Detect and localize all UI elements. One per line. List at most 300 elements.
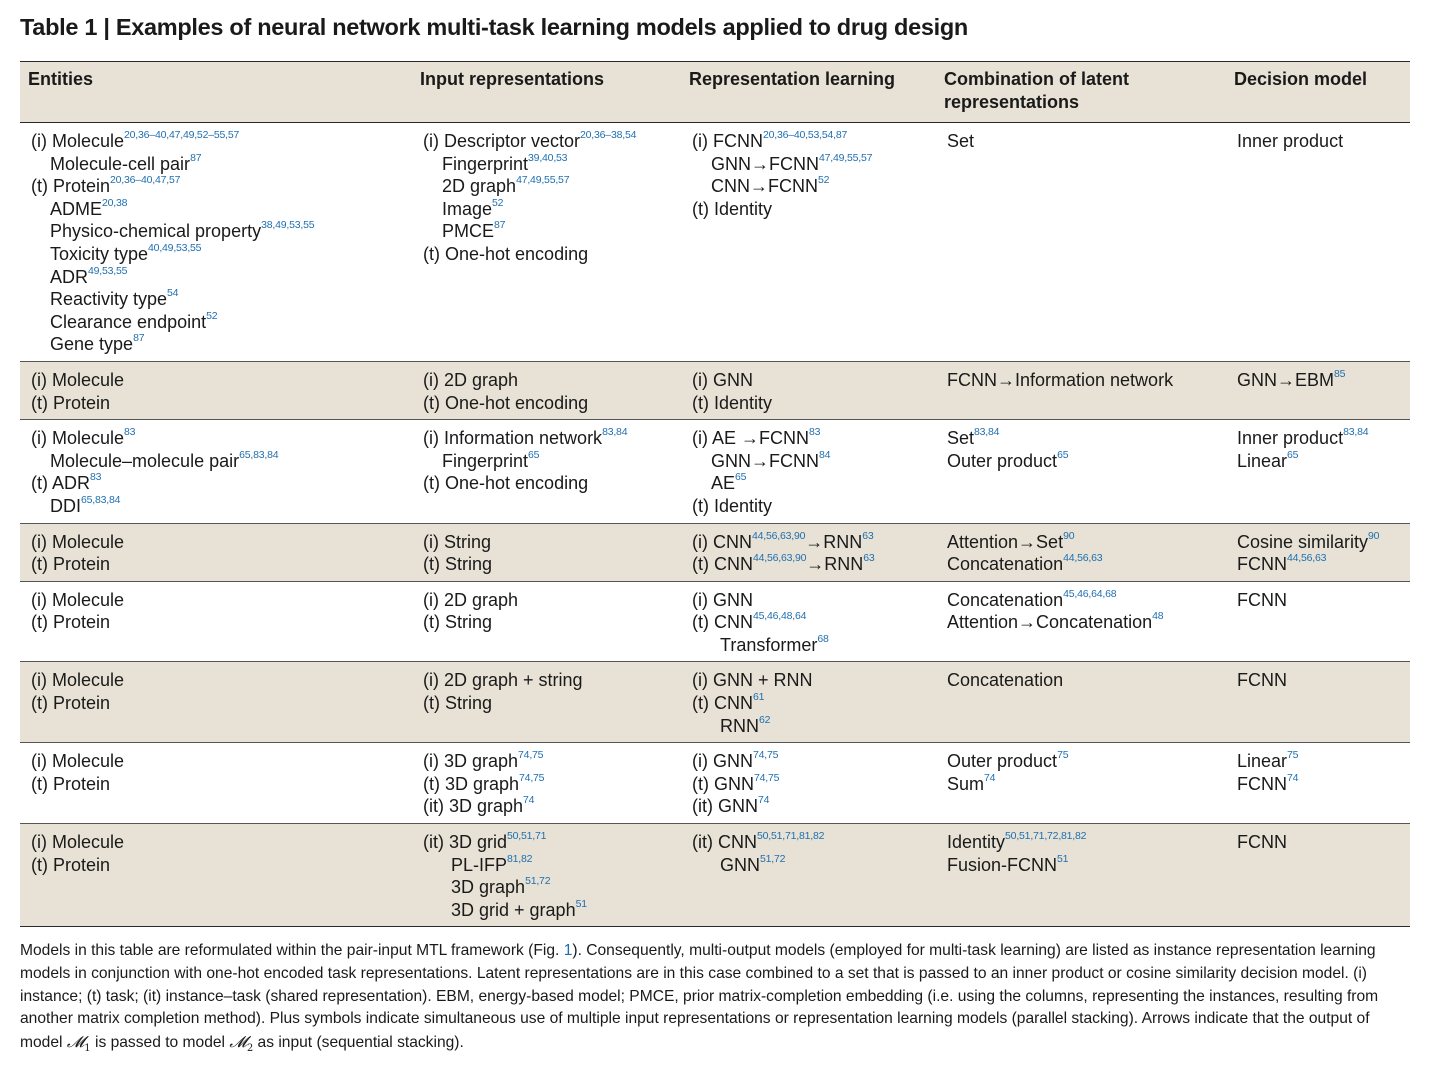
cell-line bbox=[31, 854, 401, 877]
line-text: Reactivity type bbox=[50, 289, 168, 310]
line-text: FCNN bbox=[1237, 773, 1287, 794]
cell-line bbox=[947, 427, 1215, 450]
cell-line bbox=[947, 369, 1215, 392]
reference-citation[interactable]: 65,83,84 bbox=[81, 493, 121, 506]
line-text: Cosine similarity bbox=[1237, 531, 1369, 552]
reference-citation[interactable]: 38,49,53,55 bbox=[261, 219, 315, 232]
line-text: (t) Protein bbox=[31, 176, 111, 197]
line-text: Transformer bbox=[720, 634, 818, 655]
line-text: (i) 2D graph + string bbox=[423, 670, 583, 691]
line-text: (t) Protein bbox=[31, 612, 111, 633]
cell-line bbox=[423, 854, 670, 877]
cell-line bbox=[947, 773, 1215, 796]
reference-citation[interactable]: 87 bbox=[494, 219, 506, 232]
reference-citation[interactable]: 74 bbox=[1287, 771, 1299, 784]
cell-combination bbox=[936, 662, 1226, 743]
cell-line bbox=[1237, 589, 1399, 612]
cell-line bbox=[947, 589, 1215, 612]
cell-line bbox=[423, 831, 670, 854]
reference-citation[interactable]: 20,36–40,47,57 bbox=[110, 174, 181, 187]
cell-line bbox=[692, 427, 925, 450]
line-text: GNN→FCNN bbox=[711, 153, 819, 174]
cell-line bbox=[31, 750, 401, 773]
reference-citation[interactable]: 51 bbox=[575, 897, 587, 910]
reference-citation[interactable]: 39,40,53 bbox=[528, 151, 568, 164]
line-text: GNN→FCNN bbox=[711, 450, 819, 471]
line-text: AE bbox=[711, 473, 736, 494]
cell-line bbox=[423, 899, 670, 922]
line-text: Molecule–molecule pair bbox=[50, 450, 240, 471]
cell-line bbox=[423, 198, 670, 221]
line-text: (t) ADR bbox=[31, 473, 91, 494]
reference-citation[interactable]: 65 bbox=[528, 448, 540, 461]
line-text: (t) One-hot encoding bbox=[423, 473, 589, 494]
header-input-representations: Input representations bbox=[412, 62, 681, 123]
cell-line bbox=[423, 369, 670, 392]
cell-decision bbox=[1226, 523, 1410, 581]
line-text: (i) CNN bbox=[692, 531, 752, 552]
cell-decision bbox=[1226, 743, 1410, 824]
cell-line bbox=[692, 750, 925, 773]
cell-line bbox=[692, 773, 925, 796]
cell-decision bbox=[1226, 123, 1410, 362]
line-text: Gene type bbox=[50, 334, 134, 355]
cell-line bbox=[31, 553, 401, 576]
cell-learning bbox=[681, 523, 936, 581]
line-text: →RNN bbox=[805, 531, 863, 552]
line-text: RNN bbox=[720, 715, 759, 736]
cell-line bbox=[31, 692, 401, 715]
line-text: Clearance endpoint bbox=[50, 311, 207, 332]
line-text: →RNN bbox=[806, 554, 864, 575]
cell-line bbox=[947, 531, 1215, 554]
table-row bbox=[20, 824, 1410, 927]
reference-citation[interactable]: 83,84 bbox=[974, 426, 1000, 439]
reference-citation[interactable]: 74,75 bbox=[753, 749, 779, 762]
cell-combination bbox=[936, 581, 1226, 662]
line-text: 2D graph bbox=[442, 176, 517, 197]
cell-line bbox=[692, 692, 925, 715]
cell-entities bbox=[20, 420, 412, 523]
header-combination: Combination of latent representations bbox=[936, 62, 1226, 123]
line-text: FCNN→Information network bbox=[947, 369, 1174, 390]
reference-citation[interactable]: 90 bbox=[1368, 529, 1380, 542]
header-entities: Entities bbox=[20, 62, 412, 123]
line-text: Identity bbox=[947, 832, 1006, 853]
line-text: (i) GNN bbox=[692, 751, 753, 772]
model-symbol-1: 𝓜$_1$ bbox=[66, 1033, 91, 1055]
cell-line bbox=[692, 450, 925, 473]
cell-line bbox=[692, 634, 925, 657]
reference-citation[interactable]: 83,84 bbox=[1343, 426, 1369, 439]
cell-line bbox=[692, 669, 925, 692]
cell-line bbox=[692, 715, 925, 738]
cell-line bbox=[423, 611, 670, 634]
line-text: Set bbox=[947, 131, 975, 151]
table-body bbox=[20, 123, 1410, 927]
cell-line bbox=[1237, 553, 1399, 576]
cell-line bbox=[1237, 773, 1399, 796]
line-text: (i) Molecule bbox=[31, 751, 125, 772]
cell-combination bbox=[936, 420, 1226, 523]
line-text: (it) 3D graph bbox=[423, 796, 524, 817]
line-text: (t) Identity bbox=[692, 198, 773, 219]
reference-citation[interactable]: 20,36–40,47,49,52–55,57 bbox=[124, 129, 240, 141]
cell-line bbox=[423, 243, 670, 266]
reference-citation[interactable]: 83 bbox=[124, 426, 136, 439]
line-text: (i) AE →FCNN bbox=[692, 428, 809, 449]
reference-citation[interactable]: 84 bbox=[819, 448, 831, 461]
cell-line bbox=[423, 750, 670, 773]
cell-combination bbox=[936, 361, 1226, 419]
cell-line bbox=[31, 427, 401, 450]
reference-citation[interactable]: 44,56,63,90 bbox=[752, 529, 806, 542]
table-footnote bbox=[20, 940, 1415, 1061]
line-text: (i) Molecule bbox=[31, 428, 125, 449]
line-text: (i) Molecule bbox=[31, 131, 125, 151]
cell-input bbox=[412, 523, 681, 581]
line-text: (i) Molecule bbox=[31, 832, 125, 853]
line-text: (t) One-hot encoding bbox=[423, 243, 589, 264]
cell-line bbox=[423, 450, 670, 473]
cell-entities bbox=[20, 361, 412, 419]
line-text: Concatenation bbox=[947, 589, 1064, 610]
cell-line bbox=[31, 333, 401, 356]
reference-citation[interactable]: 65 bbox=[1057, 448, 1069, 461]
line-text: (t) One-hot encoding bbox=[423, 392, 589, 413]
cell-line bbox=[423, 175, 670, 198]
cell-line bbox=[947, 450, 1215, 473]
line-text: GNN bbox=[720, 854, 760, 875]
line-text: ADME bbox=[50, 198, 103, 219]
model-symbol-2: 𝓜$_2$ bbox=[229, 1033, 254, 1055]
line-text: (it) CNN bbox=[692, 832, 757, 853]
cell-line bbox=[31, 369, 401, 392]
line-text: CNN→FCNN bbox=[711, 176, 818, 197]
reference-citation[interactable]: 65 bbox=[735, 471, 747, 484]
cell-input bbox=[412, 420, 681, 523]
line-text: 3D graph bbox=[451, 877, 526, 898]
cell-input bbox=[412, 824, 681, 927]
reference-citation[interactable]: 20,36–38,54 bbox=[580, 129, 637, 141]
cell-line bbox=[31, 472, 401, 495]
reference-citation[interactable]: 74,75 bbox=[518, 749, 544, 762]
cell-line bbox=[1237, 369, 1399, 392]
cell-line bbox=[423, 876, 670, 899]
header-decision-model: Decision model bbox=[1226, 62, 1410, 123]
reference-citation[interactable]: 51,72 bbox=[760, 852, 786, 865]
reference-citation[interactable]: 83 bbox=[809, 426, 821, 439]
cell-combination bbox=[936, 824, 1226, 927]
cell-line bbox=[423, 153, 670, 176]
reference-citation[interactable]: 49,53,55 bbox=[88, 264, 128, 277]
cell-combination bbox=[936, 743, 1226, 824]
line-text: ADR bbox=[50, 266, 89, 287]
cell-line bbox=[423, 531, 670, 554]
header-row bbox=[20, 62, 1410, 123]
reference-citation[interactable]: 48 bbox=[1152, 610, 1164, 623]
cell-line bbox=[692, 553, 925, 576]
cell-line bbox=[423, 427, 670, 450]
line-text: (it) 3D grid bbox=[423, 832, 508, 853]
cell-entities bbox=[20, 662, 412, 743]
line-text: (i) Molecule bbox=[31, 369, 125, 390]
line-text: Concatenation bbox=[947, 670, 1064, 691]
reference-citation[interactable]: 75 bbox=[1287, 749, 1299, 762]
cell-line bbox=[1237, 130, 1399, 153]
cell-learning bbox=[681, 361, 936, 419]
cell-line bbox=[1237, 669, 1399, 692]
cell-line bbox=[423, 472, 670, 495]
cell-line bbox=[692, 854, 925, 877]
cell-input bbox=[412, 743, 681, 824]
reference-citation[interactable]: 44,56,63 bbox=[1287, 552, 1327, 565]
reference-citation[interactable]: 40,49,53,55 bbox=[148, 241, 202, 254]
reference-citation[interactable]: 83,84 bbox=[602, 426, 628, 439]
line-text: (i) String bbox=[423, 531, 492, 552]
line-text: (i) Descriptor vector bbox=[423, 131, 581, 151]
reference-citation[interactable]: 63 bbox=[862, 529, 874, 542]
cell-entities bbox=[20, 523, 412, 581]
cell-line bbox=[423, 795, 670, 818]
cell-line bbox=[692, 831, 925, 854]
cell-line bbox=[31, 153, 401, 176]
table-row bbox=[20, 420, 1410, 523]
table-row bbox=[20, 581, 1410, 662]
reference-citation[interactable]: 47,49,55,57 bbox=[819, 151, 873, 164]
line-text: (i) Information network bbox=[423, 428, 603, 449]
reference-citation[interactable]: 51 bbox=[1057, 852, 1069, 865]
cell-line bbox=[31, 392, 401, 415]
line-text: Fingerprint bbox=[442, 153, 529, 174]
cell-learning bbox=[681, 123, 936, 362]
cell-line bbox=[947, 750, 1215, 773]
reference-citation[interactable]: 65 bbox=[1287, 448, 1299, 461]
cell-line bbox=[31, 669, 401, 692]
reference-citation[interactable]: 74 bbox=[984, 771, 996, 784]
cell-line bbox=[1237, 750, 1399, 773]
line-text: (i) Molecule bbox=[31, 589, 125, 610]
cell-line bbox=[1237, 831, 1399, 854]
line-text: Set bbox=[947, 428, 975, 449]
cell-line bbox=[692, 611, 925, 634]
reference-citation[interactable]: 62 bbox=[759, 713, 771, 726]
reference-citation[interactable]: 44,56,63 bbox=[1063, 552, 1103, 565]
reference-citation[interactable]: 87 bbox=[190, 151, 202, 164]
cell-line bbox=[692, 175, 925, 198]
cell-decision bbox=[1226, 581, 1410, 662]
reference-citation[interactable]: 54 bbox=[167, 287, 179, 300]
cell-line bbox=[947, 854, 1215, 877]
line-text: Image bbox=[442, 198, 493, 219]
cell-line bbox=[692, 589, 925, 612]
line-text: (i) GNN bbox=[692, 589, 753, 610]
reference-citation[interactable]: 83 bbox=[90, 471, 102, 484]
line-text: (it) GNN bbox=[692, 796, 758, 817]
cell-line bbox=[31, 198, 401, 221]
cell-line bbox=[31, 175, 401, 198]
line-text: (t) CNN bbox=[692, 554, 753, 575]
reference-citation[interactable]: 50,51,71 bbox=[507, 830, 547, 843]
line-text: (t) String bbox=[423, 693, 493, 714]
line-text: (i) 3D graph bbox=[423, 751, 519, 772]
line-text: PMCE bbox=[442, 221, 495, 242]
cell-line bbox=[692, 472, 925, 495]
line-text: (t) 3D graph bbox=[423, 773, 520, 794]
reference-citation[interactable]: 74 bbox=[523, 794, 535, 807]
line-text: (t) GNN bbox=[692, 773, 754, 794]
cell-line bbox=[947, 553, 1215, 576]
reference-citation[interactable]: 44,56,63,90 bbox=[753, 552, 807, 565]
cell-learning bbox=[681, 743, 936, 824]
cell-line bbox=[31, 450, 401, 473]
line-text: FCNN bbox=[1237, 670, 1287, 691]
line-text: (t) String bbox=[423, 612, 493, 633]
models-table bbox=[20, 61, 1410, 927]
cell-line bbox=[423, 392, 670, 415]
table-row bbox=[20, 662, 1410, 743]
cell-decision bbox=[1226, 824, 1410, 927]
cell-line bbox=[423, 692, 670, 715]
line-text: (t) CNN bbox=[692, 693, 753, 714]
line-text: (i) 2D graph bbox=[423, 589, 519, 610]
line-text: GNN→EBM bbox=[1237, 369, 1335, 390]
figure-link[interactable]: 1 bbox=[563, 942, 573, 959]
reference-citation[interactable]: 52 bbox=[818, 174, 830, 187]
reference-citation[interactable]: 75 bbox=[1057, 749, 1069, 762]
cell-line bbox=[423, 220, 670, 243]
cell-input bbox=[412, 361, 681, 419]
line-text: 3D grid + graph bbox=[451, 899, 576, 920]
reference-citation[interactable]: 85 bbox=[1334, 367, 1346, 380]
cell-line bbox=[692, 198, 925, 221]
cell-line bbox=[947, 831, 1215, 854]
line-text: FCNN bbox=[1237, 589, 1287, 610]
cell-line bbox=[31, 266, 401, 289]
reference-citation[interactable]: 45,46,64,68 bbox=[1063, 587, 1117, 600]
cell-line bbox=[1237, 427, 1399, 450]
cell-entities bbox=[20, 123, 412, 362]
cell-combination bbox=[936, 123, 1226, 362]
cell-learning bbox=[681, 420, 936, 523]
reference-citation[interactable]: 47,49,55,57 bbox=[516, 174, 570, 187]
table-row bbox=[20, 523, 1410, 581]
cell-line bbox=[31, 311, 401, 334]
cell-line bbox=[31, 288, 401, 311]
line-text: PL-IFP bbox=[451, 854, 508, 875]
cell-line bbox=[1237, 531, 1399, 554]
cell-line bbox=[31, 495, 401, 518]
cell-line bbox=[692, 153, 925, 176]
line-text: (t) CNN bbox=[692, 612, 753, 633]
table-row bbox=[20, 743, 1410, 824]
line-text: Sum bbox=[947, 773, 985, 794]
reference-citation[interactable]: 74,75 bbox=[754, 771, 780, 784]
line-text: Attention→Set bbox=[947, 531, 1064, 552]
reference-citation[interactable]: 65,83,84 bbox=[239, 448, 279, 461]
line-text: Outer product bbox=[947, 450, 1058, 471]
line-text: Linear bbox=[1237, 751, 1288, 772]
reference-citation[interactable]: 87 bbox=[133, 332, 145, 345]
cell-entities bbox=[20, 743, 412, 824]
reference-citation[interactable]: 52 bbox=[492, 196, 504, 209]
reference-citation[interactable]: 68 bbox=[817, 632, 829, 645]
line-text: (i) GNN + RNN bbox=[692, 670, 813, 691]
cell-line bbox=[692, 130, 925, 153]
cell-line bbox=[423, 669, 670, 692]
line-text: Attention→Concatenation bbox=[947, 612, 1153, 633]
cell-line bbox=[947, 669, 1215, 692]
cell-line bbox=[31, 220, 401, 243]
line-text: Concatenation bbox=[947, 554, 1064, 575]
reference-citation[interactable]: 74,75 bbox=[519, 771, 545, 784]
cell-line bbox=[423, 553, 670, 576]
cell-line bbox=[692, 392, 925, 415]
reference-citation[interactable]: 20,38 bbox=[102, 196, 128, 209]
reference-citation[interactable]: 90 bbox=[1063, 529, 1075, 542]
cell-line bbox=[31, 773, 401, 796]
line-text: (t) String bbox=[423, 554, 493, 575]
reference-citation[interactable]: 50,51,71,81,82 bbox=[757, 830, 825, 843]
line-text: (i) GNN bbox=[692, 369, 753, 390]
cell-input bbox=[412, 662, 681, 743]
line-text: Physico-chemical property bbox=[50, 221, 262, 242]
footnote-text-2: ). Consequently, multi-output models (employed for multi-task learning) are listed as instance representation learning models in conjunction with one-hot encoded task representations. Latent representations are in this case combined to a set that is passed to an inner product or cosine similarity decision model. (i) instance; (t) task; (it) instance–task (shared representation). EBM, energy-based model; PMCE, prior matrix-completion embedding (i.e. using the columns, representing the instances, resulting from another matrix completion method). Plus symbols indicate simultaneous use of multiple input representations or representation learning models (parallel stacking). Arrows indicate that the output of model bbox=[20, 942, 1379, 1052]
cell-learning bbox=[681, 581, 936, 662]
cell-decision bbox=[1226, 662, 1410, 743]
cell-entities bbox=[20, 824, 412, 927]
reference-citation[interactable]: 51,72 bbox=[525, 875, 551, 888]
line-text: Fusion-FCNN bbox=[947, 854, 1058, 875]
reference-citation[interactable]: 63 bbox=[863, 552, 875, 565]
line-text: Fingerprint bbox=[442, 450, 529, 471]
table-row bbox=[20, 361, 1410, 419]
footnote-text-1: Models in this table are reformulated within the pair-input MTL framework (Fig. bbox=[20, 942, 564, 959]
line-text: (t) Protein bbox=[31, 554, 111, 575]
reference-citation[interactable]: 20,36–40,53,54,87 bbox=[762, 129, 848, 141]
line-text: Inner product bbox=[1237, 428, 1344, 449]
reference-citation[interactable]: 52 bbox=[206, 309, 218, 322]
reference-citation[interactable]: 81,82 bbox=[507, 852, 533, 865]
line-text: Toxicity type bbox=[50, 243, 149, 264]
reference-citation[interactable]: 61 bbox=[753, 691, 765, 704]
footnote-text-3: is passed to model bbox=[90, 1034, 230, 1052]
cell-line bbox=[31, 243, 401, 266]
cell-learning bbox=[681, 824, 936, 927]
cell-line bbox=[31, 130, 401, 153]
line-text: (t) Protein bbox=[31, 693, 111, 714]
reference-citation[interactable]: 74 bbox=[758, 794, 770, 807]
cell-line bbox=[31, 589, 401, 612]
cell-line bbox=[692, 495, 925, 518]
line-text: (i) FCNN bbox=[692, 131, 763, 151]
cell-combination bbox=[936, 523, 1226, 581]
cell-line bbox=[423, 773, 670, 796]
reference-citation[interactable]: 45,46,48,64 bbox=[753, 610, 807, 623]
cell-line bbox=[423, 130, 670, 153]
line-text: Outer product bbox=[947, 751, 1058, 772]
cell-decision bbox=[1226, 361, 1410, 419]
line-text: (t) Protein bbox=[31, 773, 111, 794]
cell-line bbox=[947, 611, 1215, 634]
cell-learning bbox=[681, 662, 936, 743]
line-text: FCNN bbox=[1237, 832, 1287, 853]
cell-input bbox=[412, 123, 681, 362]
cell-line bbox=[423, 589, 670, 612]
cell-decision bbox=[1226, 420, 1410, 523]
reference-citation[interactable]: 50,51,71,72,81,82 bbox=[1005, 830, 1087, 843]
line-text: Linear bbox=[1237, 450, 1288, 471]
